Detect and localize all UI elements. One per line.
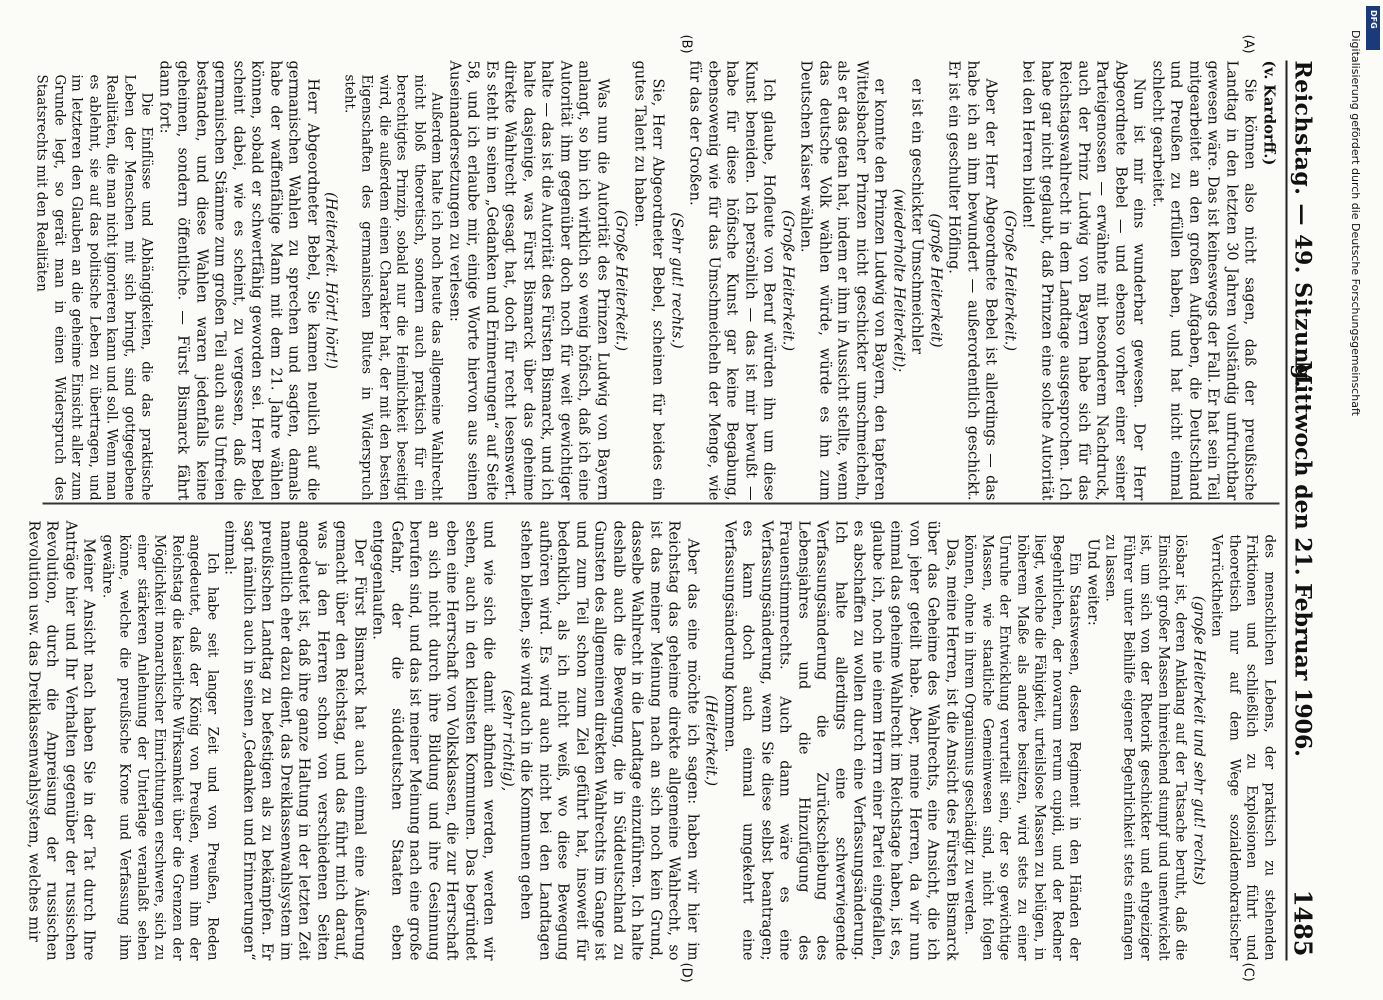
interjection: (wiederholte Heiterkeit); xyxy=(890,188,906,372)
interjection: (Große Heiterkeit.) xyxy=(612,209,629,351)
margin-mark-b: (B) xyxy=(678,34,693,54)
dfg-logo-text: DFG xyxy=(1369,10,1378,29)
paragraph: Meiner Ansicht nach haben Sie in der Tat durch Ihre Anträge hier und Ihr Verhalten gegenüber der russischen Revolution, durch die Anpreisung der russischen Revolution usw. das Dreiklassenwahlsystem, welches mir xyxy=(25,520,97,960)
page-number: 1485 xyxy=(1288,889,1317,956)
running-header xyxy=(1287,0,1321,1000)
paragraph: Und weiter: xyxy=(1084,538,1100,626)
interjection: (große Heiterkeit) xyxy=(927,212,943,348)
quotation: Außerdem halte ich noch heute das allgemeine Wahlrecht nicht bloß theoretisch, sondern auch praktisch für ein berechtigtes Prinzip, sobald nur die Heimlichkeit beseitigt wird, die außerdem einen Charakter hat, der mit den besten Eigenschaften des germanischen Blutes in Widerspruch steht. xyxy=(341,74,445,500)
margin-mark-c: (C) xyxy=(1240,962,1255,982)
paragraph: Der Fürst Bismarck hat auch einmal eine Äußerung gemacht über den Reichstag, und das führt mich darauf, was ja den Herren schon von verschiedenen Seiten angedeutet ist, daß ihre ganze Haltung in der letzten Zeit namentlich eher dazu dient, das Dreiklassenwahlsystem im preußischen Landtag zu befestigen als zu bekämpfen. Er sagt nämlich auch in seinen „Gedanken und Erinnerungen“ einmal: xyxy=(221,520,367,960)
quotation: Ich habe seit langer Zeit und von Preußen, Reden angedeutet, daß der König von Preußen, wenn ihm der Reichstag die kaiserliche Wirksamkeit über die Grenzen der Möglichkeit monarchischer Einrichtungen erschwere, sich zu einer stärkeren Anlehnung der Unterlage veranlaßt sehen könne, welche die preußische Krone und Verfassung ihm gewähre. xyxy=(99,534,220,960)
digitization-credit xyxy=(1330,0,1370,1000)
column-left xyxy=(32,60,1277,500)
credit-text: Digitalisierung gefördert durch die Deutsche Forschungsgemeinschaft xyxy=(1349,30,1362,416)
margin-mark-a: (A) xyxy=(1240,34,1255,54)
speaker-label: (v. Kardorff.) xyxy=(1260,60,1277,165)
interjection: (Heiterkeit.) xyxy=(702,694,719,786)
paragraph: er konnte den Prinzen Ludwig von Bayern, den tapferen Wittelsbacher Prinzen nicht geschickter umschmeicheln, als er das getan hat, indem er ihm in Aussicht stellte, wenn das deutsche Volk wählen würde, würde es ihn zum Deutschen Kaiser wählen. xyxy=(797,60,888,500)
paragraph: Nun ist mir eins wunderbar gewesen. Der Herr Abgeordnete Bebel — und ebenso vorher einer seiner Parteigenossen — erwähnte mit besonderem Nachdruck, auch der Prinz Ludwig von Bayern habe sich für das Reichstagswahlrecht in dem Landtage ausgesprochen. Ich habe gar nicht geglaubt, daß Prinzen eine solche Autorität bei den Herren bilden! xyxy=(1019,60,1147,500)
interjection: (Große Heiterkeit.) xyxy=(1001,209,1017,351)
paragraph: Sie, Herr Abgeordneter Bebel, scheinen für beides ein gutes Talent zu haben. xyxy=(631,60,666,500)
paragraph: Aber der Herr Abgeordnete Bebel ist allerdings — das habe ich an ihm bewundert — außerordentlich geschickt. Er ist ein geschulter Höfling. xyxy=(945,60,999,500)
quotation: lösbar ist, deren Anklang auf der Tatsache beruht, daß die Einsicht großer Massen hinreichend stumpf und unentwickelt ist, um sich von der Rhetorik geschickter und ehrgeiziger Führer unter Beihilfe eigener Begehrlichkeit stets einfangen zu lassen. xyxy=(1102,534,1189,960)
paragraph: er ist ein geschickter Umschmeichler xyxy=(908,78,925,354)
quotation: Die Einflüsse und Abhängigkeiten, die das praktische Leben der Menschen mit sich bringt, sind gottgegebene Realitäten, die man nicht ignorieren kann und soll. Wenn man es ablehnt, sie auf das politische Leben zu übertragen, und im letzteren den Glauben an die geheime Einsicht aller zum Grunde legt, so gerät man in einen Widerspruch des Staatsrechts mit den Realitäten xyxy=(33,74,155,500)
interjection: (Sehr gut! rechts.) xyxy=(668,211,684,349)
margin-mark-d: (D) xyxy=(678,962,693,983)
column-right xyxy=(24,520,1278,960)
interjection: (große Heiterkeit und sehr gut! rechts) xyxy=(1190,595,1206,885)
paragraph: Ich glaube, Hofleute von Beruf würden ihn um diese Kunst beneiden. Ich persönlich — das ist mir bewußt — habe für diese höfische Kunst gar keine Begabung, ebensowenig wie für das Umschmeicheln der Menge, wie für das der Großen. xyxy=(686,60,777,500)
header-left: Reichstag. — 49. Sitzung. xyxy=(1289,60,1315,388)
column-divider xyxy=(42,502,1279,504)
paragraph: Sie können also nicht sagen, daß der preußische Landtag in den letzten 30 Jahren vollständig unfruchtbar gewesen wäre. Das ist keineswegs der Fall. Er hat sein Teil mitgearbeitet an den großen Aufgaben, die Deutschland und Preußen zu erfüllen haben, und hat nicht einmal schlecht gearbeitet. xyxy=(1149,60,1258,500)
header-rule xyxy=(1285,60,1287,960)
quotation: des menschlichen Lebens, der praktisch zu stehenden Friktionen und schließlich zu Explosionen führt und theoretisch nur auf dem Wege sozialdemokratischer Verrücktheiten xyxy=(1208,534,1277,960)
dfg-logo xyxy=(1366,6,1380,50)
interjection: (Heiterkeit. Hört! hört!) xyxy=(322,191,339,369)
paragraph: und wie sich die damit abfinden werden, werden wir sehen, auch in den kleinsten Kommunen. Das begründet eben eine Herrschaft von Volksklassen, die zur Herrschaft an sich nicht durch ihre Bildung und ihre Gesinnung berufen sind, und das ist meiner Meinung nach eine große Gefahr, der die süddeutschen Staaten eben entgegenlaufen. xyxy=(369,520,497,960)
paragraph: Aber das eine möchte ich sagen: haben wir hier im Reichstag das geheime direkte allgemeine Wahlrecht, so ist das meiner Meinung nach an sich noch kein Grund, dasselbe Wahlrecht in die Landtage einzuführen. Ich halte deshalb auch die Bewegung, die in Süddeutschland zu Gunsten des allgemeinen direkten Wahlrechts im Gange ist und zum Teil schon zum Ziel geführt hat, insoweit für bedenklich, als ich nicht weiß, wo diese Bewegung aufhören wird. Es wird auch nicht bei den Landtagen stehen bleiben, sie wird auch in die Kommunen gehen xyxy=(517,520,700,960)
paragraph: Was nun die Autorität des Prinzen Ludwig von Bayern anlangt, so bin ich wirklich so wenig höfisch, daß ich eine Autorität ihm gegenüber doch noch für weit gewichtiger halte — das ist die Autorität des Fürsten Bismarck, und ich halte dasjenige, was Fürst Bismarck über das geheime direkte Wahlrecht gesagt hat, doch für recht lesenswert. Es steht in seinen „Gedanken und Erinnerungen“ auf Seite 58, und ich erlaube mir, einige Worte hiervon aus seinen Auseinandersetzungen zu verlesen: xyxy=(446,60,610,500)
header-date: Mittwoch den 21. Februar 1906. xyxy=(1289,360,1315,757)
interjection: (sehr richtig), xyxy=(499,689,515,791)
paragraph: Das, meine Herren, ist die Ansicht des Fürsten Bismarck über das Geheime des Wahlrechts, eine Ansicht, die ich von jeher geteilt habe. Aber, meine Herren, da wir nun einmal das geheime Wahlrecht im Reichstage haben, ist es, glaube ich, noch nie einem Herrn einer Partei eingefallen, es abschaffen zu wollen durch eine Verfassungsänderung. Ich halte allerdings eine schwerwiegende Verfassungsänderung die Zurückschiebung des Lebensjahres und die Hinzufügung des Frauenstimmrechts. Auch dann wäre es eine Verfassungsänderung, wenn Sie diese selbst beantragen; es kann doch auch einmal umgekehrt eine Verfassungsänderung kommen. xyxy=(721,520,959,960)
quotation: Ein Staatswesen, dessen Regiment in den Händen der Begehrlichen, der novarum rerum cupidi, und der Redner liegt, welche die Fähigkeit, urteilslose Massen zu belügen, in höherem Maße als andere besitzen, wird stets zu einer Unruhe der Entwicklung verurteilt sein, der so gewichtige Massen, wie staatliche Gemeinwesen sind, nicht folgen können, ohne in ihrem Organismus geschädigt zu werden. xyxy=(961,534,1083,960)
paragraph: Herr Abgeordneter Bebel, Sie kamen neulich auf die germanischen Wahlen zu sprechen und sagten, damals habe der waffenfähige Mann mit dem 21. Jahre wählen können, sobald er schwertfähig geworden sei. Herr Bebel scheint dabei, wie es scheint, zu vergessen, daß die germanischen Stämme zum großen Teil auch aus Unfreien bestanden, und diese Wahlen waren jedenfalls keine geheimen, sondern öffentliche. — Fürst Bismarck fährt dann fort: xyxy=(156,60,320,500)
interjection: (Große Heiterkeit.) xyxy=(779,209,795,351)
